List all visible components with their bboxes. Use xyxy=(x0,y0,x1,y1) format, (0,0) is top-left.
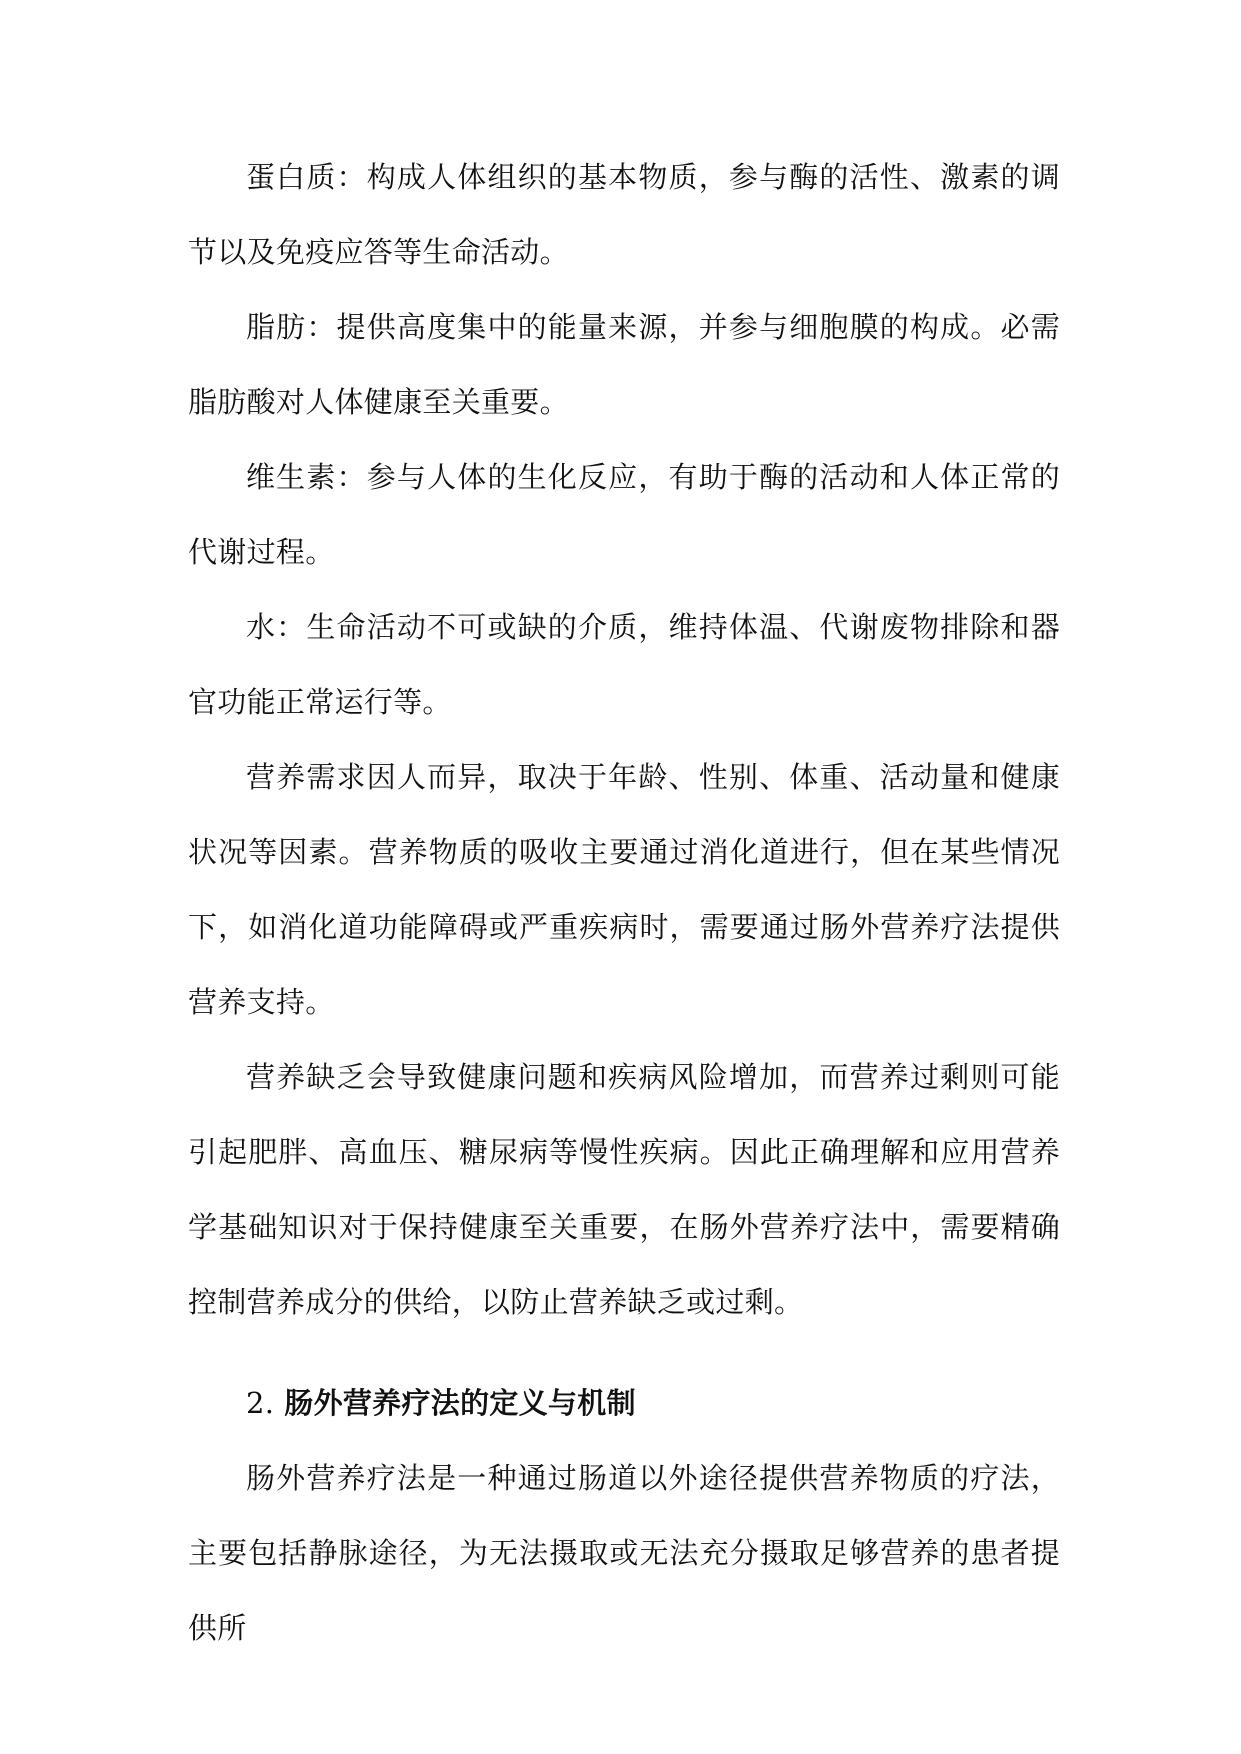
section-title: 肠外营养疗法的定义与机制 xyxy=(284,1386,636,1420)
paragraph-water: 水：生命活动不可或缺的介质，维持体温、代谢废物排除和器官功能正常运行等。 xyxy=(188,610,1060,719)
paragraph-vitamin: 维生素：参与人体的生化反应，有助于酶的活动和人体正常的代谢过程。 xyxy=(188,460,1060,569)
paragraph-nutrition-deficiency: 营养缺乏会导致健康问题和疾病风险增加，而营养过剩则可能引起肥胖、高血压、糖尿病等慢性疾病。因此正确理解和应用营养学基础知识对于保持健康至关重要，在肠外营养疗法中，需要精确控制营养成分的供给，以防止营养缺乏或过剩。 xyxy=(188,1060,1060,1319)
paragraph-fat: 脂肪：提供高度集中的能量来源，并参与细胞膜的构成。必需脂肪酸对人体健康至关重要。 xyxy=(188,310,1060,419)
paragraph-nutrition-needs: 营养需求因人而异，取决于年龄、性别、体重、活动量和健康状况等因素。营养物质的吸收主要通过消化道进行，但在某些情况下，如消化道功能障碍或严重疾病时，需要通过肠外营养疗法提供营养支持。 xyxy=(188,760,1060,1019)
document-body xyxy=(188,140,1060,1666)
paragraph-parenteral-definition: 肠外营养疗法是一种通过肠道以外途径提供营养物质的疗法，主要包括静脉途径，为无法摄取或无法充分摄取足够营养的患者提供所 xyxy=(188,1461,1060,1645)
section-number: 2. xyxy=(246,1386,275,1420)
section-heading xyxy=(188,1366,1060,1441)
paragraph-protein: 蛋白质：构成人体组织的基本物质，参与酶的活性、激素的调节以及免疫应答等生命活动。 xyxy=(188,160,1060,269)
